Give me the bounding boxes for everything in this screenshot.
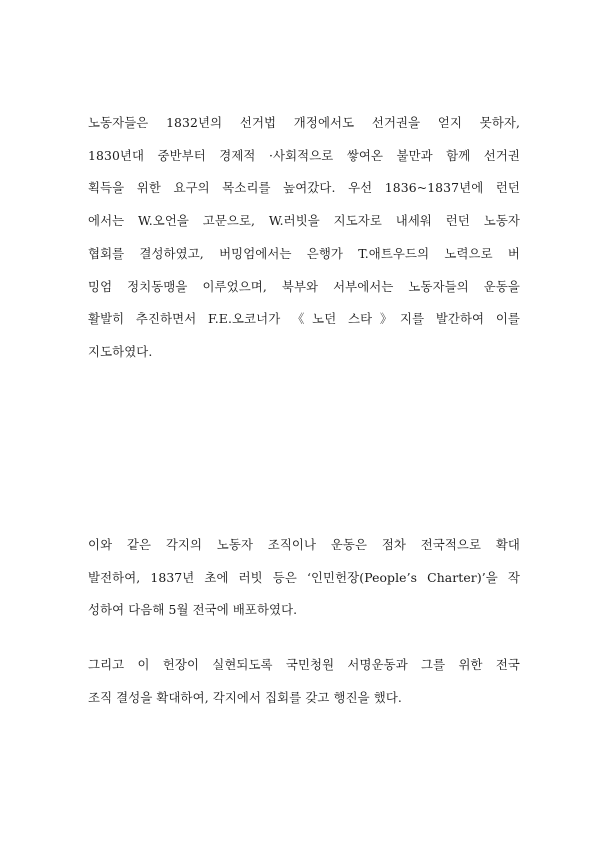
paragraph-peoples-charter [88, 529, 520, 627]
paragraph-chartist-origins [88, 107, 520, 369]
paragraph-line: 조직 결성을 확대하여, 각지에서 집회를 갖고 행진을 했다. [88, 689, 402, 705]
paragraph-line: 밍엄 정치동맹을 이루었으며, 북부와 서부에서는 노동자들의 운동을 [88, 278, 520, 294]
paragraph-line: 발전하여, 1837년 초에 러빗 등은 ‘인민헌장(People’s Charter)’을 작 [88, 569, 520, 585]
paragraph-line: 노동자들은 1832년의 선거법 개정에서도 선거권을 얻지 못하자, [88, 115, 520, 130]
paragraph-line: 1830년대 중반부터 경제적 ·사회적으로 쌓여온 불만과 함께 선거권 [88, 147, 520, 163]
paragraph-line: 에서는 W.오언을 고문으로, W.러빗을 지도자로 내세워 런던 노동자 [88, 213, 520, 229]
paragraph-line: 그리고 이 헌장이 실현되도록 국민청원 서명운동과 그를 위한 전국 [88, 657, 520, 672]
paragraph-line: 이와 같은 각지의 노동자 조직이나 운동은 점차 전국적으로 확대 [88, 537, 520, 552]
paragraph-line: 획득을 위한 요구의 목소리를 높여갔다. 우선 1836~1837년에 런던 [88, 180, 520, 196]
paragraph-line: 지도하였다. [88, 343, 153, 359]
paragraph-line: 성하여 다음해 5월 전국에 배포하였다. [88, 602, 298, 618]
paragraph-line: 협회를 결성하였고, 버밍엄에서는 은행가 T.애트우드의 노력으로 버 [88, 245, 520, 261]
paragraph-petition-campaign [88, 649, 520, 714]
paragraph-line: 활발히 추진하면서 F.E.오코너가 《노던 스타》지를 발간하여 이를 [88, 311, 520, 327]
